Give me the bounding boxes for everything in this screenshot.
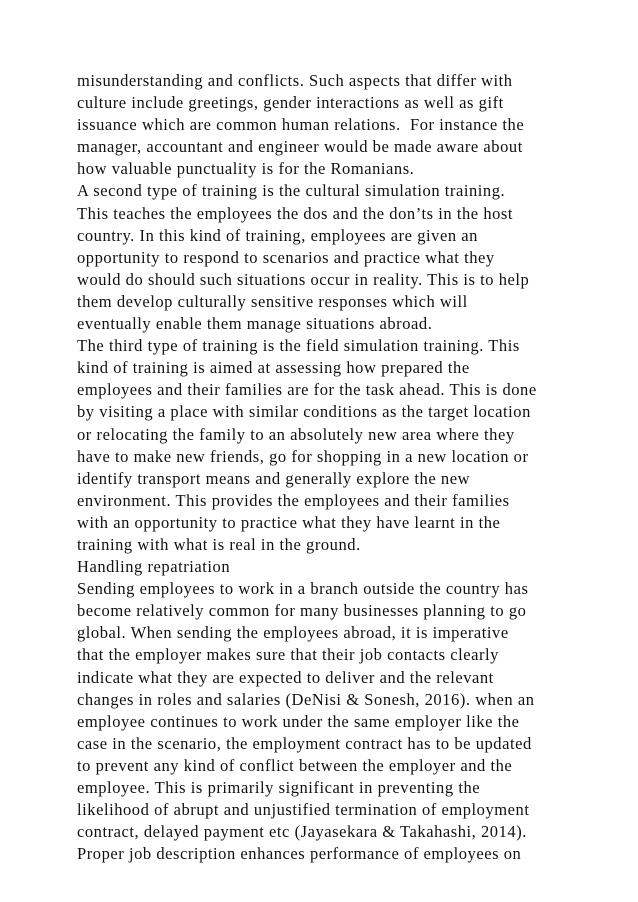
- text-line: employee. This is primarily significant in preventing the: [77, 778, 481, 797]
- text-line: them develop culturally sensitive responses which will: [77, 291, 468, 311]
- text-line: contract, delayed payment etc (Jayasekara & Takahashi, 2014).: [77, 822, 527, 842]
- text-line: employees and their families are for the task ahead. This is done: [77, 380, 537, 400]
- text-line: to prevent any kind of conflict between the employer and the: [77, 755, 513, 775]
- text-line: This teaches the employees the dos and the don’ts in the host: [77, 203, 514, 223]
- text-line: how valuable punctuality is for the Romanians.: [77, 159, 415, 179]
- text-line: with an opportunity to practice what they have learnt in the: [77, 512, 501, 532]
- text-line: country. In this kind of training, employees are given an: [77, 225, 478, 245]
- text-line: indicate what they are expected to deliver and the relevant: [77, 667, 494, 687]
- text-line: The third type of training is the field simulation training. This: [77, 336, 520, 356]
- text-line: that the employer makes sure that their job contacts clearly: [77, 645, 499, 665]
- text-line: employee continues to work under the same employer like the: [77, 711, 520, 731]
- text-line: would do should such situations occur in reality. This is to help: [77, 269, 530, 289]
- text-line: training with what is real in the ground.: [77, 534, 361, 554]
- text-line: Handling repatriation: [77, 557, 231, 577]
- text-line: manager, accountant and engineer would be made aware about: [77, 137, 523, 157]
- text-line: misunderstanding and conflicts. Such aspects that differ with: [77, 71, 513, 90]
- text-line: culture include greetings, gender interactions as well as gift: [77, 93, 504, 113]
- text-line: environment. This provides the employees and their families: [77, 490, 510, 510]
- text-line: eventually enable them manage situations abroad.: [77, 314, 433, 334]
- text-line: case in the scenario, the employment contract has to be updated: [77, 733, 532, 753]
- text-line: global. When sending the employees abroad, it is imperative: [77, 623, 509, 643]
- text-line: by visiting a place with similar conditions as the target location: [77, 402, 531, 422]
- text-line: kind of training is aimed at assessing how prepared the: [77, 358, 470, 378]
- text-line: likelihood of abrupt and unjustified termination of employment: [77, 800, 530, 820]
- text-line: or relocating the family to an absolutely new area where they: [77, 424, 515, 444]
- text-line: issuance which are common human relations. For instance the: [77, 115, 525, 135]
- text-line: identify transport means and generally explore the new: [77, 468, 471, 488]
- text-line: Proper job description enhances performance of employees on: [77, 844, 522, 864]
- body-text: [77, 70, 597, 865]
- text-line: have to make new friends, go for shopping in a new location or: [77, 446, 529, 466]
- text-line: Sending employees to work in a branch outside the country has: [77, 579, 529, 599]
- text-line: A second type of training is the cultural simulation training.: [77, 181, 506, 201]
- text-line: changes in roles and salaries (DeNisi & Sonesh, 2016). when an: [77, 689, 535, 709]
- text-line: opportunity to respond to scenarios and practice what they: [77, 247, 495, 267]
- text-line: become relatively common for many businesses planning to go: [77, 601, 527, 621]
